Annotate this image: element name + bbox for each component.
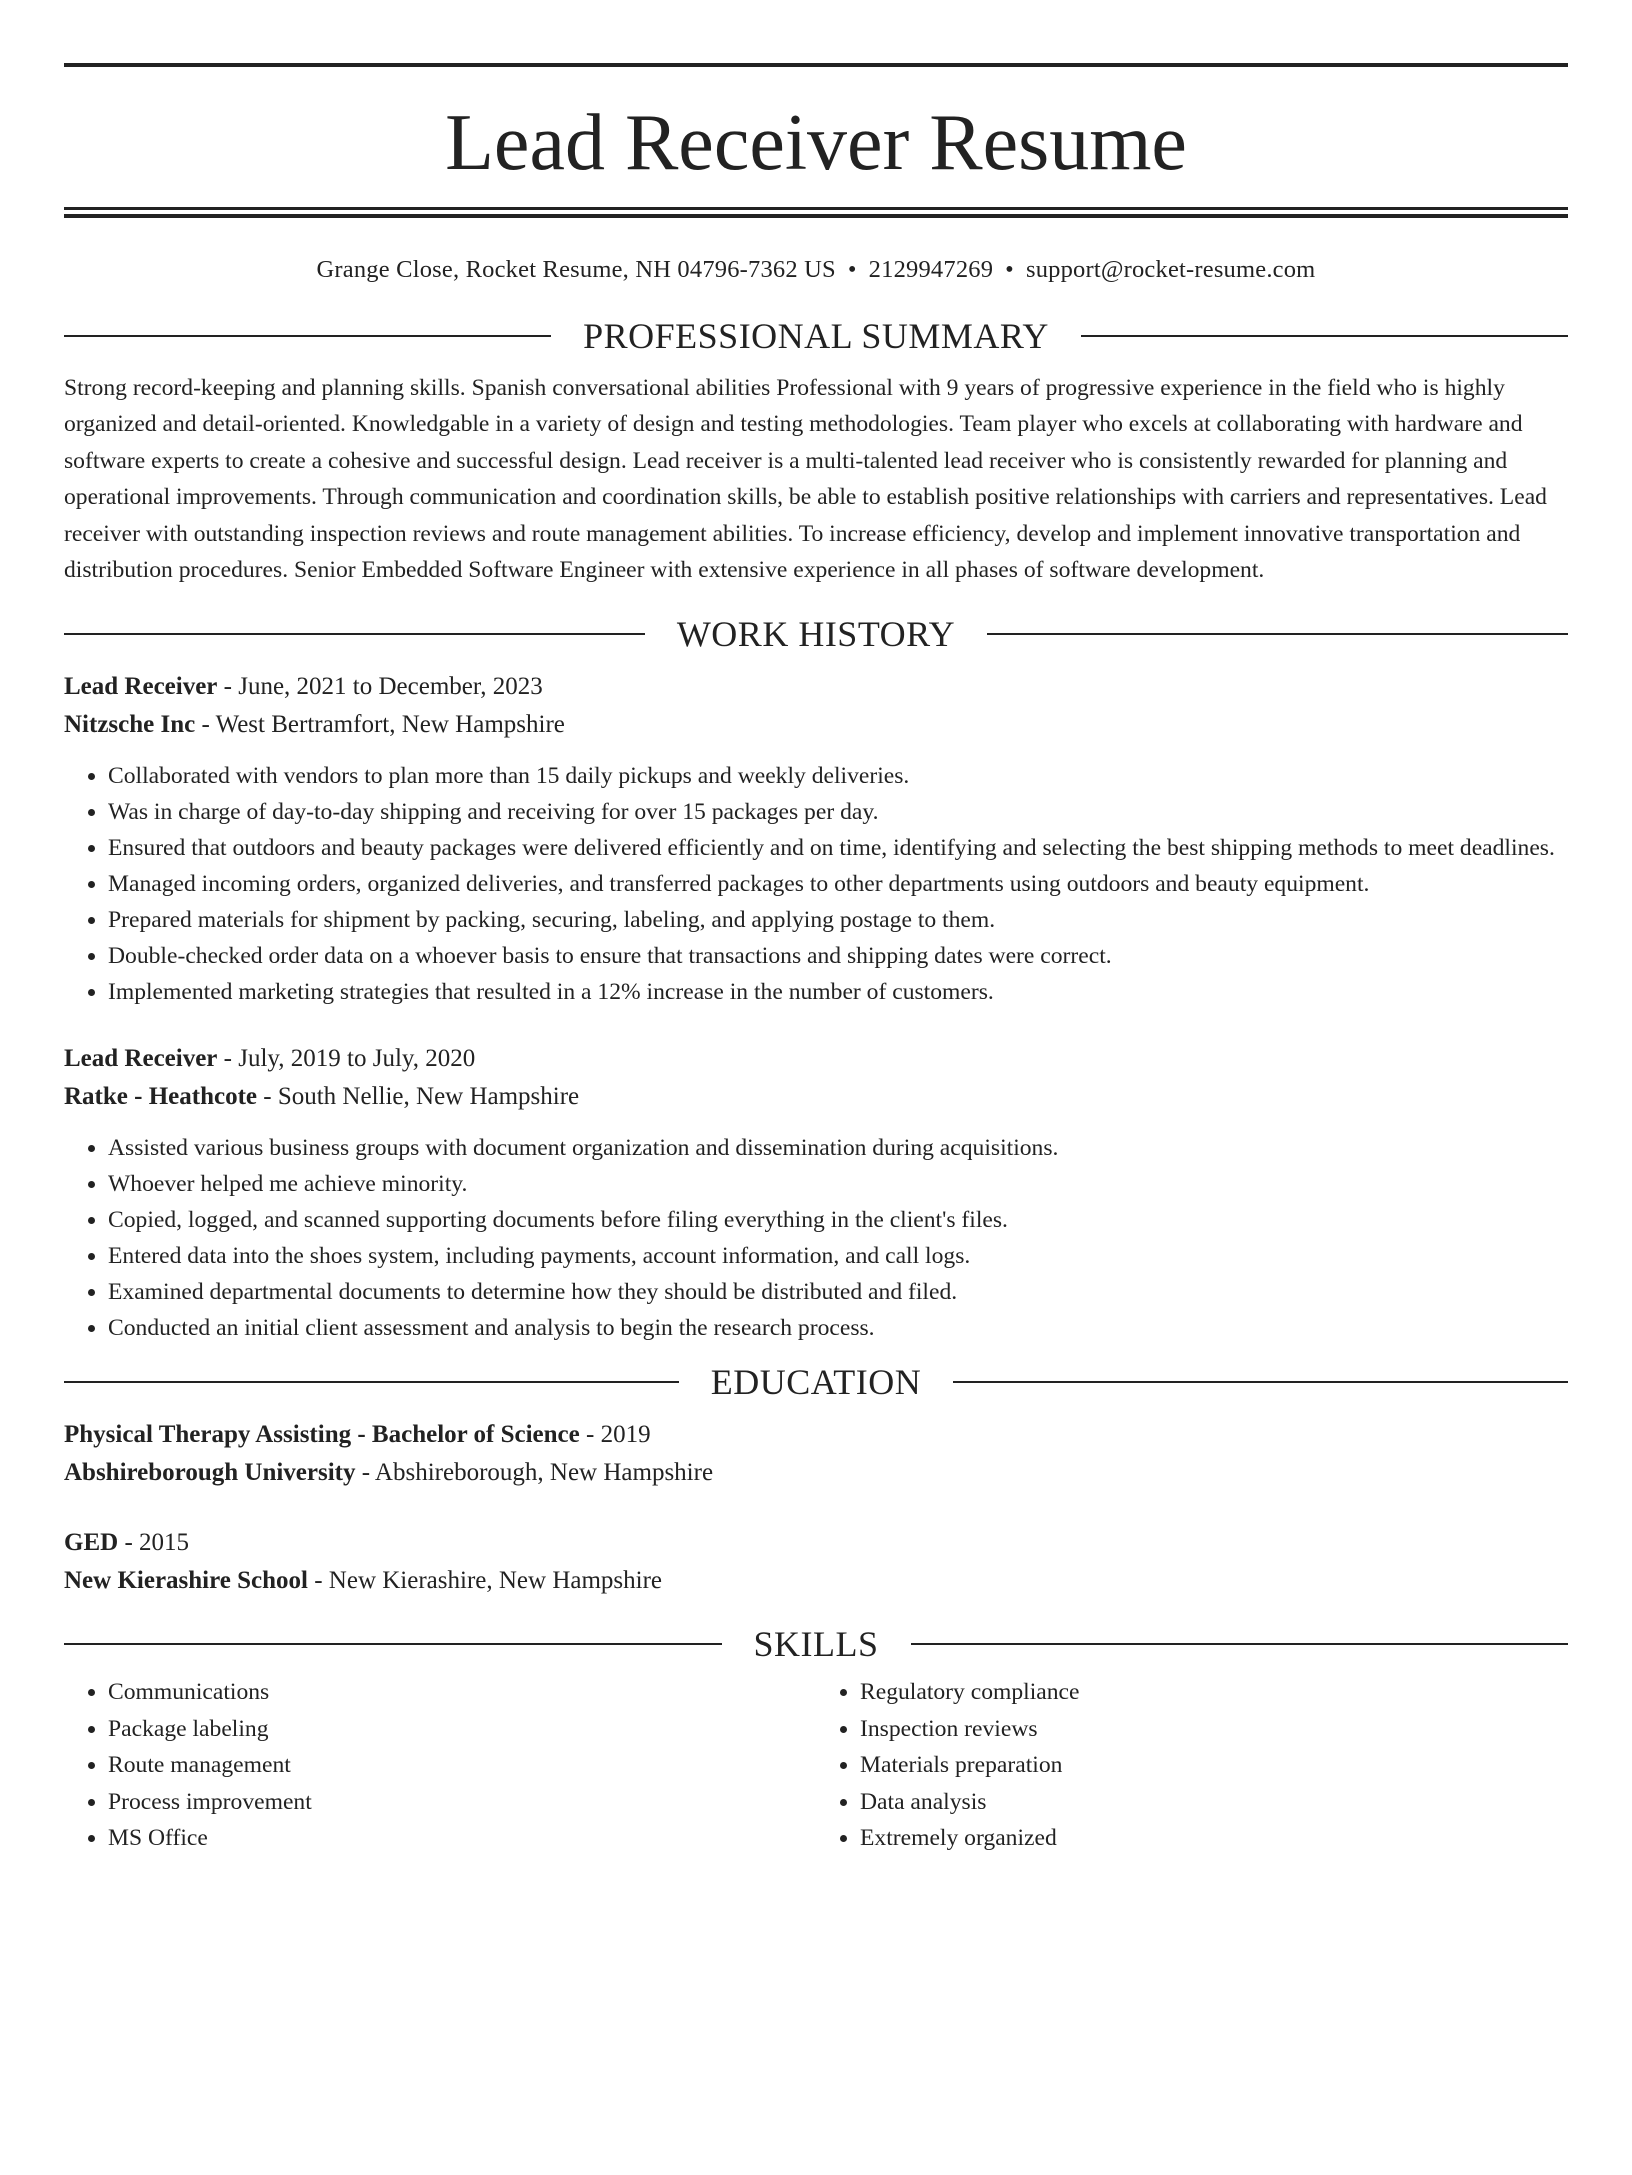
heading-rule — [987, 633, 1568, 635]
school-location: - New Kierashire, New Hampshire — [307, 1567, 663, 1595]
job-entry — [64, 1040, 1568, 1346]
heading-rule — [64, 633, 645, 635]
list-item: • MS Office — [108, 1820, 816, 1857]
job-location: - West Bertramfort, New Hampshire — [195, 711, 565, 739]
education-entry — [64, 1416, 1568, 1492]
education-heading — [64, 1362, 1568, 1402]
skills-column-left — [64, 1674, 816, 1857]
list-item: • Was in charge of day-to-day shipping and receiving for over 15 packages per day. — [108, 794, 1568, 830]
list-item: • Extremely organized — [860, 1820, 1568, 1857]
list-item: • Materials preparation — [860, 1747, 1568, 1784]
list-item: • Conducted an initial client assessment and analysis to begin the research process. — [108, 1310, 1568, 1346]
degree-year: - 2015 — [118, 1529, 190, 1557]
job-title: Lead Receiver — [64, 1045, 218, 1073]
skills-column-right — [816, 1674, 1568, 1857]
list-item: • Implemented marketing strategies that resulted in a 12% increase in the number of customers. — [108, 974, 1568, 1010]
list-item: • Inspection reviews — [860, 1711, 1568, 1748]
list-item: • Examined departmental documents to determine how they should be distributed and filed. — [108, 1274, 1568, 1310]
job-company-line — [64, 1078, 1568, 1116]
list-item: • Managed incoming orders, organized deliveries, and transferred packages to other departments using outdoors and beauty equipment. — [108, 866, 1568, 902]
school-line — [64, 1562, 1568, 1600]
list-item: • Assisted various business groups with document organization and dissemination during acquisitions. — [108, 1130, 1568, 1166]
list-item: • Prepared materials for shipment by packing, securing, labeling, and applying postage to them. — [108, 902, 1568, 938]
heading-rule — [953, 1381, 1568, 1383]
job-title-line — [64, 668, 1568, 706]
school-location: - Abshireborough, New Hampshire — [355, 1459, 714, 1487]
heading-rule — [1081, 335, 1568, 337]
work-history-heading-label: WORK HISTORY — [676, 614, 956, 655]
list-item: • Data analysis — [860, 1784, 1568, 1821]
school-line — [64, 1454, 1568, 1492]
summary-text: Strong record-keeping and planning skills. Spanish conversational abilities Professional with 9 years of progressive experience in the field who is highly organized and detail-oriented. Knowledgable in a variety of design and testing methodologies. Team player who excels at collaborating with hardware and software experts to create a cohesive and successful design. Lead receiver is a multi-talented lead receiver who is consistently rewarded for planning and operational improvements. Through communication and coordination skills, be able to establish positive relationships with carriers and representatives. Lead receiver with outstanding inspection reviews and route management abilities. To increase efficiency, develop and implement innovative transportation and distribution procedures. Senior Embedded Software Engineer with extensive experience in all phases of software development. — [64, 375, 1547, 584]
list-item: • Entered data into the shoes system, including payments, account information, and call logs. — [108, 1238, 1568, 1274]
job-dates: - June, 2021 to December, 2023 — [217, 673, 543, 701]
list-item: • Communications — [108, 1674, 816, 1711]
resume-title: Lead Receiver Resume — [445, 99, 1187, 187]
job-company-line — [64, 706, 1568, 744]
contact-line — [64, 256, 1568, 284]
title-double-rule — [64, 207, 1568, 218]
heading-rule — [64, 335, 551, 337]
contact-separator: • — [1005, 256, 1014, 283]
skills-heading — [64, 1624, 1568, 1664]
job-bullets — [64, 758, 1568, 1010]
job-title-line — [64, 1040, 1568, 1078]
heading-rule — [64, 1381, 679, 1383]
contact-separator: • — [847, 256, 857, 283]
list-item: • Whoever helped me achieve minority. — [108, 1166, 1568, 1202]
job-company: Ratke - Heathcote — [64, 1083, 257, 1111]
degree-line — [64, 1416, 1568, 1454]
education-heading-label: EDUCATION — [710, 1362, 922, 1403]
job-location: - South Nellie, New Hampshire — [257, 1083, 580, 1111]
top-rule — [64, 63, 1568, 67]
degree-line — [64, 1524, 1568, 1562]
skills-list — [64, 1674, 1568, 1857]
list-item: • Package labeling — [108, 1711, 816, 1748]
degree: GED — [64, 1529, 119, 1557]
contact-phone: 2129947269 — [868, 256, 994, 283]
degree: Physical Therapy Assisting - Bachelor of Science — [64, 1421, 580, 1449]
summary-heading-label: PROFESSIONAL SUMMARY — [583, 316, 1049, 356]
job-entry — [64, 668, 1568, 1010]
work-history-heading — [64, 614, 1568, 654]
summary-heading — [64, 316, 1568, 356]
list-item: • Copied, logged, and scanned supporting documents before filing everything in the client's files. — [108, 1202, 1568, 1238]
heading-rule — [64, 1643, 722, 1645]
job-dates: - July, 2019 to July, 2020 — [217, 1045, 476, 1073]
job-bullets — [64, 1130, 1568, 1346]
school: Abshireborough University — [64, 1459, 356, 1487]
education-entry — [64, 1524, 1568, 1600]
resume-page — [0, 63, 1632, 2175]
list-item: • Process improvement — [108, 1784, 816, 1821]
list-item: • Ensured that outdoors and beauty packages were delivered efficiently and on time, identifying and selecting the best shipping methods to meet deadlines. — [108, 830, 1568, 866]
contact-address: Grange Close, Rocket Resume, NH 04796-7362 US — [316, 256, 836, 283]
job-title: Lead Receiver — [64, 673, 218, 701]
job-company: Nitzsche Inc — [64, 711, 196, 739]
list-item: • Route management — [108, 1747, 816, 1784]
school: New Kierashire School — [64, 1567, 308, 1595]
contact-email: support@rocket-resume.com — [1025, 256, 1316, 283]
degree-year: - 2019 — [579, 1421, 651, 1449]
list-item: • Regulatory compliance — [860, 1674, 1568, 1711]
heading-rule — [911, 1643, 1569, 1645]
skills-heading-label: SKILLS — [753, 1624, 879, 1665]
list-item: • Double-checked order data on a whoever basis to ensure that transactions and shipping dates were correct. — [108, 938, 1568, 974]
list-item: • Collaborated with vendors to plan more than 15 daily pickups and weekly deliveries. — [108, 758, 1568, 794]
